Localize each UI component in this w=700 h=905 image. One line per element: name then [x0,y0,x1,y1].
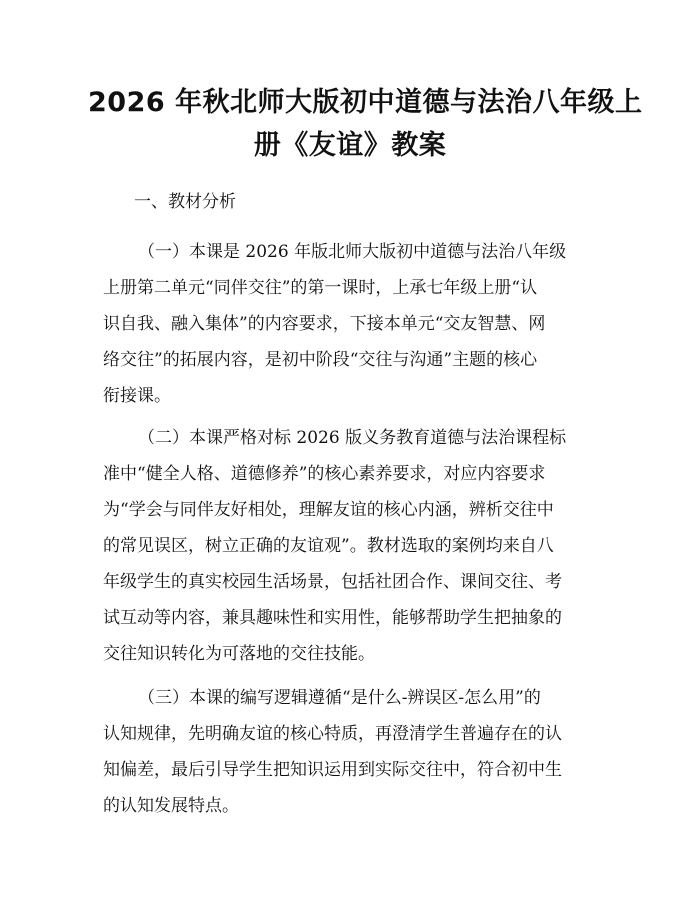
paragraph-line: 年级学生的真实校园生活场景，包括社团合作、课间交往、考 [103,572,562,592]
paragraph-line: 为“学会与同伴友好相处，理解友谊的核心内涵，辨析交往中 [103,500,554,520]
paragraph-2 [103,420,601,672]
paragraph-line: 的常见误区，树立正确的友谊观”。教材选取的案例均来自八 [103,536,554,556]
document-title-line-1: 2026 年秋北师大版初中道德与法治八年级上 [88,87,643,118]
paragraph-line: （三）本课的编写逻辑遵循“是什么-辨误区-怎么用”的 [138,688,541,708]
paragraph-line: 知偏差，最后引导学生把知识运用到实际交往中，符合初中生 [103,760,562,780]
paragraph-line: （二）本课严格对标 2026 版义务教育道德与法治课程标 [138,428,567,448]
section-heading: 一、教材分析 [134,192,236,212]
paragraph-3 [103,680,601,824]
paragraph-line: 试互动等内容，兼具趣味性和实用性，能够帮助学生把抽象的 [103,608,562,628]
paragraph-line: 上册第二单元“同伴交往”的第一课时，上承七年级上册“认 [103,278,538,298]
paragraph-line: 络交往”的拓展内容，是初中阶段“交往与沟通”主题的核心 [103,350,538,370]
paragraph-line: 的认知发展特点。 [103,796,239,816]
paragraph-1 [103,234,601,414]
paragraph-line: 衔接课。 [103,386,171,406]
document-title-line-2: 册《友谊》教案 [253,130,447,161]
paragraph-line: （一）本课是 2026 年版北师大版初中道德与法治八年级 [138,242,567,262]
paragraph-line: 认知规律，先明确友谊的核心特质，再澄清学生普遍存在的认 [103,724,562,744]
paragraph-line: 准中“健全人格、道德修养”的核心素养要求，对应内容要求 [103,464,546,484]
paragraph-line: 识自我、融入集体”的内容要求，下接本单元“交友智慧、网 [103,314,546,334]
paragraph-line: 交往知识转化为可落地的交往技能。 [103,644,375,664]
